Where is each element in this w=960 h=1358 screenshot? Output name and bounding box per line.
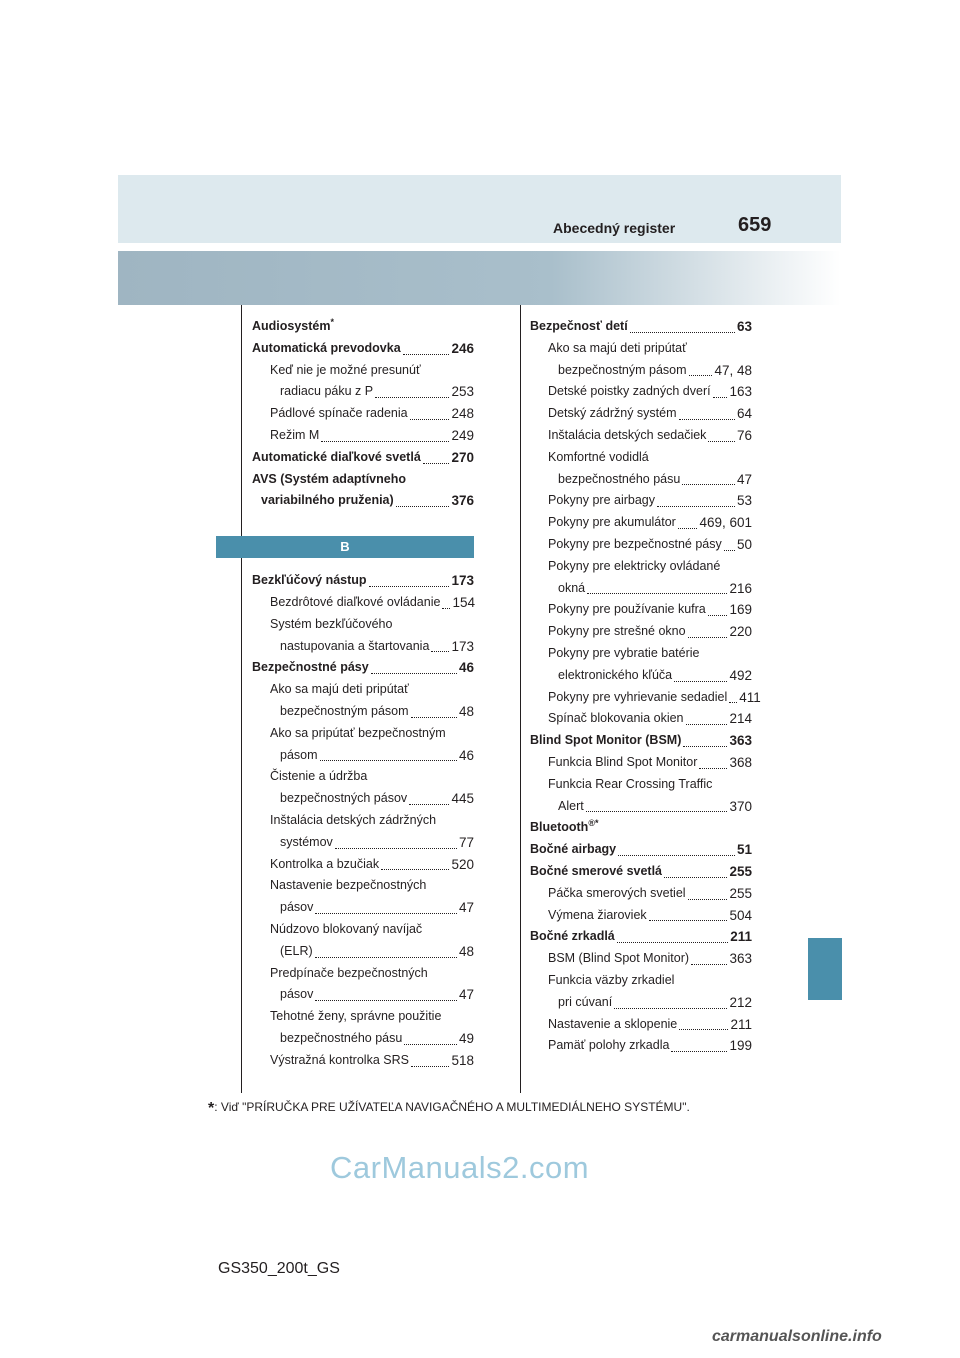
index-entry-text: bezpečnostným pásom [558,362,687,377]
index-entry [252,338,474,360]
index-page-ref[interactable]: 211 [730,929,752,945]
index-page-ref[interactable]: 163 [729,384,752,400]
index-entry-text: Pokyny pre vyhrievanie sedadiel [548,689,728,704]
index-entry [252,570,474,592]
index-entry-text: bezpečnostných pásov [280,791,408,806]
index-page-ref[interactable]: 64 [736,406,752,422]
index-entry [530,948,752,970]
index-entry-text: Bočné airbagy [530,842,617,857]
dot-leader [683,746,727,747]
index-page-ref[interactable]: 47 [736,471,752,487]
index-entry [252,919,474,941]
index-page-ref[interactable]: 63 [736,319,752,334]
footnote-star-marker: * [330,316,335,327]
left-column-rule [241,305,242,1093]
index-entry-text: Čistenie a údržba [270,769,368,784]
index-entry [252,592,474,614]
index-entry-text: Bluetooth [530,820,589,835]
index-entry-text: bezpečnostným pásom [280,703,409,718]
index-entry-text: Spínač blokovania okien [548,711,684,726]
header-gradient-bar [118,251,841,305]
index-entry-text: Páčka smerových svetiel [548,885,686,900]
index-page-ref[interactable]: 48 [458,943,474,959]
index-entry-text: Bočné smerové svetlá [530,863,663,878]
index-entry-text: Pokyny pre bezpečnostné pásy [548,536,722,551]
index-page-ref[interactable]: 363 [729,951,752,967]
index-entry-text: systémov [280,834,333,849]
index-entry [530,665,752,687]
index-entry-text: Detské poistky zadných dverí [548,384,711,399]
dot-leader [320,760,457,761]
dot-leader [586,811,728,812]
index-page-ref[interactable]: 370 [729,798,752,814]
index-entry-text: Výstražná kontrolka SRS [270,1052,409,1067]
index-entry [252,381,474,403]
index-entry-text: AVS (Systém adaptívneho [252,471,406,486]
index-entry [530,447,752,469]
dot-leader [371,673,457,674]
index-entry [530,316,752,338]
index-entry-text: Komfortné vodidlá [548,449,649,464]
dot-leader [708,615,728,616]
index-entry-text: Pamäť polohy zrkadla [548,1038,670,1053]
index-entry-text: Bezpečnostné pásy [252,660,369,675]
index-entry [530,839,752,861]
index-entry [530,599,752,621]
dot-leader [315,1000,457,1001]
index-entry [252,490,474,512]
index-entry [252,723,474,745]
index-page-ref[interactable]: 368 [729,754,752,770]
index-entry [530,883,752,905]
dot-leader [630,332,735,333]
index-entry-text: Pokyny pre akumulátor [548,515,676,530]
index-entry-text: variabilného pruženia) [261,493,394,508]
index-entry-text: Režim M [270,427,320,442]
index-entry [530,687,761,709]
index-group-b [252,570,474,1071]
index-entry [530,708,752,730]
index-entry [530,796,752,818]
index-entry-text: (ELR) [280,943,313,958]
index-page-ref[interactable]: 255 [729,885,752,901]
index-entry [530,403,752,425]
index-entry [252,360,474,382]
index-entry-text: pásov [280,987,314,1002]
index-page-ref[interactable]: 520 [451,856,474,872]
index-entry-text: Automatické diaľkové svetlá [252,449,421,464]
dot-leader [679,419,735,420]
dot-leader [431,651,449,652]
index-entry-text: Predpínače bezpečnostných [270,965,428,980]
index-entry-text: Tehotné ženy, správne použitie [270,1009,442,1024]
dot-leader [686,724,728,725]
dot-leader [671,1051,727,1052]
index-column-left [252,316,474,1072]
index-entry [252,854,474,876]
dot-leader [375,397,449,398]
index-page-ref[interactable]: 246 [451,340,474,356]
dot-leader [713,397,728,398]
index-entry [530,817,752,839]
index-entry-text: pásov [280,900,314,915]
index-entry [252,636,474,658]
index-entry [530,1035,752,1057]
index-page-ref[interactable]: 211 [730,1016,752,1032]
index-page-ref[interactable]: 216 [729,580,752,596]
index-page-ref[interactable]: 363 [729,733,752,749]
index-page-ref[interactable]: 270 [451,449,474,465]
dot-leader [409,804,449,805]
dot-leader [411,1066,450,1067]
index-entry-text: Pokyny pre airbagy [548,493,656,508]
index-entry-text: Inštalácia detských zádržných [270,812,437,827]
index-entry-text: Pokyny pre vybratie batérie [548,645,700,660]
model-code: GS350_200t_GS [218,1260,340,1277]
index-page-ref[interactable]: 504 [729,907,752,923]
index-page-ref[interactable]: 47 [458,900,474,916]
index-entry [252,810,474,832]
index-page-ref[interactable]: 50 [736,536,752,552]
dot-leader [691,964,727,965]
dot-leader [404,1044,457,1045]
index-entry-text: Nastavenie bezpečnostných [270,878,427,893]
index-page-ref[interactable]: 46 [458,660,474,676]
index-entry-text: Keď nie je možné presunúť [270,362,421,377]
dot-leader [674,681,727,682]
index-page-ref[interactable]: 173 [451,638,474,654]
index-page-ref[interactable]: 173 [451,573,474,589]
index-entry-text: elektronického kľúča [558,667,673,682]
index-entry-text: BSM (Blind Spot Monitor) [548,951,690,966]
index-entry [252,1028,474,1050]
header-title: Abecedný register [553,220,676,236]
index-entry [530,425,752,447]
site-watermark[interactable]: carmanualsonline.info [712,1328,882,1345]
index-entry [530,861,752,883]
index-entry-text: Ako sa majú deti pripútať [548,340,687,355]
index-entry [252,832,474,854]
index-entry [530,490,752,512]
index-entry [252,316,474,338]
index-page-ref[interactable]: 518 [451,1052,474,1068]
registered-mark: ® [588,818,595,829]
index-entry-text: Bočné zrkadlá [530,929,615,944]
index-entry-text: Systém bezkľúčového [270,616,393,631]
index-entry [252,745,474,767]
index-group-right [530,316,761,1057]
page-number: 659 [738,214,772,236]
index-entry-text: Bezpečnosť detí [530,319,628,333]
dot-leader [315,957,457,958]
index-entry [252,701,474,723]
dot-leader [708,441,735,442]
index-entry-text: Detský zádržný systém [548,406,677,421]
dot-leader [442,608,450,609]
index-entry-text: Ako sa pripútať bezpečnostným [270,725,446,740]
dot-leader [678,528,698,529]
index-entry [530,730,752,752]
footnote [208,1100,690,1118]
index-page-ref[interactable]: 469, 601 [699,515,752,531]
dot-leader [682,484,735,485]
index-entry [530,534,752,556]
index-entry [530,643,752,665]
index-page-ref[interactable]: 411 [739,689,761,705]
index-page-ref[interactable]: 169 [729,602,752,618]
index-entry-text: Kontrolka a bzučiak [270,856,380,871]
index-page-ref[interactable]: 51 [736,842,752,858]
index-entry [530,338,752,360]
index-entry-text: Pokyny pre používanie kufra [548,602,706,617]
index-entry-text: bezpečnostného pásu [558,471,681,486]
dot-leader [617,942,728,943]
dot-leader [315,913,457,914]
index-entry-text: bezpečnostného pásu [280,1030,403,1045]
index-entry [252,766,474,788]
index-entry-text: Pokyny pre strešné okno [548,624,686,639]
dot-leader [699,768,727,769]
dot-leader [587,593,727,594]
index-entry [252,941,474,963]
dot-leader [369,586,450,587]
index-entry [530,469,752,491]
dot-leader [688,899,728,900]
index-entry-text: pásom [280,747,318,762]
index-page-ref[interactable]: 376 [451,493,474,509]
index-entry-text: Nastavenie a sklopenie [548,1016,678,1031]
index-entry [530,381,752,403]
dot-leader [724,550,735,551]
dot-leader [664,877,727,878]
index-page-ref[interactable]: 445 [451,791,474,807]
index-page-ref[interactable]: 53 [736,493,752,509]
index-column-right [530,316,761,1057]
index-entry [530,905,752,927]
index-entry-text: Bezdrôtové diaľkové ovládanie [270,594,441,609]
dot-leader [410,419,450,420]
dot-leader [411,717,457,718]
index-page-ref[interactable]: 77 [458,834,474,850]
index-entry-text: Alert [558,798,584,813]
index-page-ref[interactable]: 199 [729,1038,752,1054]
index-page-ref[interactable]: 46 [458,747,474,763]
index-entry [252,403,474,425]
index-entry-text: Výmena žiaroviek [548,907,647,922]
dot-leader [679,1029,728,1030]
index-entry [252,788,474,810]
index-entry [530,774,752,796]
index-page-ref[interactable]: 48 [458,703,474,719]
index-page-ref[interactable]: 47, 48 [714,362,752,378]
index-entry [530,556,752,578]
footnote-star-marker: * [594,818,599,829]
index-entry-text: Audiosystém [252,319,331,333]
index-entry-text: Ako sa majú deti pripútať [270,682,409,697]
index-entry-text: okná [558,580,586,595]
index-entry [252,1050,474,1072]
index-entry-text: pri cúvaní [558,994,613,1009]
index-entry-text: Inštalácia detských sedačiek [548,427,707,442]
index-entry [530,621,752,643]
dot-leader [614,1008,727,1009]
dot-leader [403,354,450,355]
index-entry [252,447,474,469]
index-entry [530,1014,752,1036]
index-entry-text: Pádlové spínače radenia [270,406,408,421]
section-header-b: B [216,536,474,558]
index-entry [530,512,752,534]
dot-leader [396,506,450,507]
index-entry [252,875,474,897]
index-entry [252,425,474,447]
dot-leader [688,637,728,638]
index-page-ref[interactable]: 492 [729,667,752,683]
dot-leader [321,441,449,442]
dot-leader [689,375,713,376]
dot-leader [657,506,735,507]
center-column-rule [520,305,521,1093]
index-entry [252,614,474,636]
header-band [118,175,841,243]
footnote-star: * [208,1100,215,1117]
index-page-ref[interactable]: 248 [451,406,474,422]
index-group-a [252,316,474,512]
index-page-ref[interactable]: 49 [458,1030,474,1046]
index-entry-text: nastupovania a štartovania [280,638,430,653]
index-entry [252,679,474,701]
index-entry [530,752,752,774]
index-entry-text: Blind Spot Monitor (BSM) [530,733,682,748]
index-page-ref[interactable]: 47 [458,987,474,1003]
index-entry [530,970,752,992]
index-entry [530,926,752,948]
index-entry [530,992,752,1014]
dot-leader [335,848,457,849]
index-entry [530,578,752,600]
index-entry [252,984,474,1006]
index-entry-text: Funkcia väzby zrkadiel [548,972,675,987]
dot-leader [649,920,728,921]
dot-leader [423,463,450,464]
index-entry-text: Funkcia Blind Spot Monitor [548,754,698,769]
index-page-ref[interactable]: 249 [451,427,474,443]
index-entry-text: Automatická prevodovka [252,340,401,355]
watermark-logo[interactable]: CarManuals2.com [330,1150,590,1185]
index-page-ref[interactable]: 214 [729,711,752,727]
index-entry-text: Núdzovo blokovaný navíjač [270,921,423,936]
index-entry [252,963,474,985]
index-entry-text: Pokyny pre elektricky ovládané [548,558,721,573]
index-entry [252,469,474,491]
dot-leader [618,855,735,856]
section-thumb-tab[interactable] [808,938,842,1000]
index-entry [252,1006,474,1028]
index-page-ref[interactable]: 154 [452,594,475,610]
dot-leader [381,869,449,870]
index-entry [252,657,474,679]
index-page-ref[interactable]: 253 [451,384,474,400]
footnote-text: : Viď "PRÍRUČKA PRE UŽÍVATEĽA NAVIGAČNÉHO A MULTIMEDIÁLNEHO SYSTÉMU". [214,1100,690,1114]
index-entry-text: Bezkľúčový nástup [252,573,367,588]
index-entry [252,897,474,919]
index-page-ref[interactable]: 76 [736,427,752,443]
index-page-ref[interactable]: 220 [729,624,752,640]
index-entry-text: radiacu páku z P [280,384,374,399]
index-page-ref[interactable]: 212 [729,994,752,1010]
index-entry-text: Funkcia Rear Crossing Traffic [548,776,713,791]
index-entry [530,360,752,382]
index-page-ref[interactable]: 255 [729,863,752,879]
dot-leader [729,702,737,703]
